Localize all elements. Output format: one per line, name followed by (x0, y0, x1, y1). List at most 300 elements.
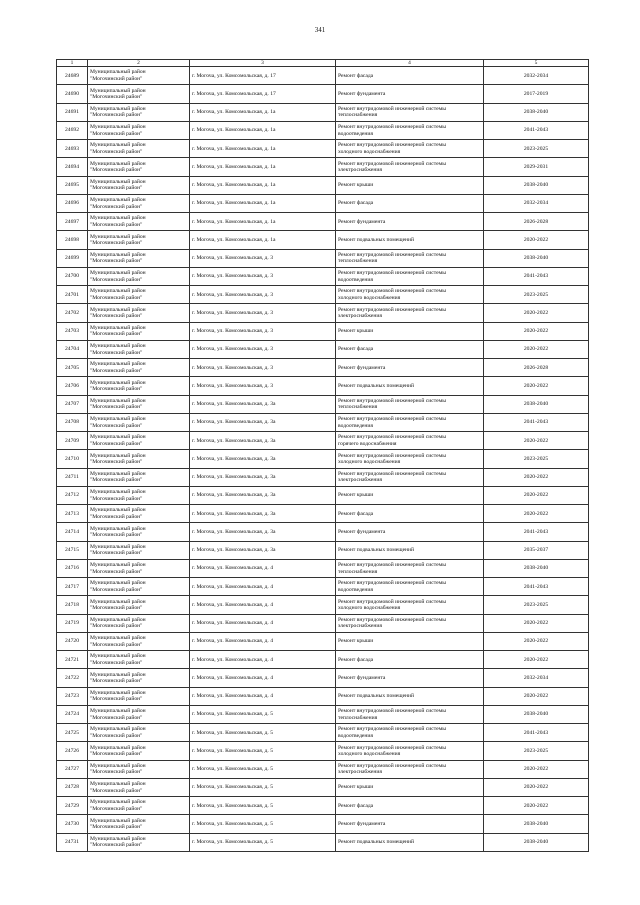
municipality-line: "Могочинский район" (90, 130, 143, 137)
address-cell: г. Могоча, ул. Комсомольская, д. 3 (190, 359, 336, 377)
work-type-line: водоотведения (338, 130, 373, 137)
municipality-line: Муниципальный район (90, 835, 146, 842)
period-cell: 2038-2040 (484, 833, 589, 851)
work-type-line: Ремонт фундамента (338, 90, 386, 97)
municipality-line: "Могочинский район" (90, 550, 143, 557)
period-cell: 2038-2040 (484, 815, 589, 833)
work-type-cell (336, 614, 484, 632)
row-number-cell: 24727 (57, 760, 88, 778)
table-row (57, 523, 589, 541)
address-cell: г. Могоча, ул. Комсомольская, д. 4 (190, 632, 336, 650)
period-cell: 2020-2022 (484, 231, 589, 249)
period-cell: 2041-2043 (484, 121, 589, 139)
column-header: 5 (484, 60, 589, 67)
table-row (57, 286, 589, 304)
work-type-line: водоотведения (338, 586, 373, 593)
work-type-line: теплоснабжения (338, 112, 378, 119)
municipality-line: Муниципальный район (90, 726, 146, 733)
table-row (57, 432, 589, 450)
work-type-line: Ремонт внутридомовой инженерной системы (338, 251, 446, 258)
municipality-line: "Могочинский район" (90, 513, 143, 520)
work-type-cell (336, 231, 484, 249)
address-cell: г. Могоча, ул. Комсомольская, д. 5 (190, 778, 336, 796)
municipality-line: Муниципальный район (90, 781, 146, 788)
table-row (57, 797, 589, 815)
work-type-line: Ремонт внутридомовой инженерной системы (338, 726, 446, 733)
row-number-cell: 24707 (57, 395, 88, 413)
address-cell: г. Могоча, ул. Комсомольская, д. 5 (190, 815, 336, 833)
period-cell: 2020-2022 (484, 797, 589, 815)
municipality-cell (88, 632, 190, 650)
row-number-cell: 24710 (57, 450, 88, 468)
work-type-line: Ремонт внутридомовой инженерной системы (338, 142, 446, 149)
period-cell: 2041-2043 (484, 413, 589, 431)
row-number-cell: 24725 (57, 724, 88, 742)
work-type-line: Ремонт внутридомовой инженерной системы (338, 105, 446, 112)
work-type-cell (336, 651, 484, 669)
row-number-cell: 24705 (57, 359, 88, 377)
address-cell: г. Могоча, ул. Комсомольская, д. 1а (190, 176, 336, 194)
municipality-line: Муниципальный район (90, 653, 146, 660)
municipality-line: "Могочинский район" (90, 714, 143, 721)
municipality-cell (88, 797, 190, 815)
row-number-cell: 24701 (57, 286, 88, 304)
work-type-line: Ремонт фундамента (338, 218, 386, 225)
municipality-line: Муниципальный район (90, 343, 146, 350)
municipality-cell (88, 705, 190, 723)
address-cell: г. Могоча, ул. Комсомольская, д. 3а (190, 523, 336, 541)
work-type-cell (336, 778, 484, 796)
municipality-cell (88, 468, 190, 486)
municipality-cell (88, 395, 190, 413)
municipality-line: "Могочинский район" (90, 477, 143, 484)
work-type-line: горячего водоснабжения (338, 440, 397, 447)
row-number-cell: 24712 (57, 486, 88, 504)
period-cell: 2041-2043 (484, 523, 589, 541)
table-body (57, 67, 589, 852)
work-type-cell (336, 359, 484, 377)
municipality-line: "Могочинский район" (90, 75, 143, 82)
table-row (57, 304, 589, 322)
period-cell: 2029-2031 (484, 158, 589, 176)
row-number-cell: 24711 (57, 468, 88, 486)
period-cell: 2038-2040 (484, 249, 589, 267)
row-number-cell: 24706 (57, 377, 88, 395)
address-cell: г. Могоча, ул. Комсомольская, д. 5 (190, 760, 336, 778)
municipality-line: "Могочинский район" (90, 805, 143, 812)
work-type-cell (336, 158, 484, 176)
municipality-cell (88, 815, 190, 833)
address-cell: г. Могоча, ул. Комсомольская, д. 4 (190, 578, 336, 596)
column-number-row (57, 60, 589, 67)
municipality-line: Муниципальный район (90, 598, 146, 605)
row-number-cell: 24722 (57, 669, 88, 687)
municipality-line: Муниципальный район (90, 397, 146, 404)
work-type-cell (336, 559, 484, 577)
period-cell: 2041-2043 (484, 578, 589, 596)
work-type-line: Ремонт внутридомовой инженерной системы (338, 708, 446, 715)
work-type-cell (336, 687, 484, 705)
municipality-line: "Могочинский район" (90, 459, 143, 466)
row-number-cell: 24695 (57, 176, 88, 194)
period-cell: 2020-2022 (484, 468, 589, 486)
address-cell: г. Могоча, ул. Комсомольская, д. 1а (190, 140, 336, 158)
work-type-cell (336, 505, 484, 523)
row-number-cell: 24708 (57, 413, 88, 431)
work-type-cell (336, 815, 484, 833)
work-type-line: теплоснабжения (338, 714, 378, 721)
address-cell: г. Могоча, ул. Комсомольская, д. 4 (190, 596, 336, 614)
address-cell: г. Могоча, ул. Комсомольская, д. 3 (190, 304, 336, 322)
work-type-line: теплоснабжения (338, 568, 378, 575)
municipality-line: Муниципальный район (90, 689, 146, 696)
address-cell: г. Могоча, ул. Комсомольская, д. 3а (190, 541, 336, 559)
work-type-line: Ремонт внутридомовой инженерной системы (338, 416, 446, 423)
work-type-line: Ремонт крыши (338, 784, 374, 791)
municipality-line: Муниципальный район (90, 452, 146, 459)
work-type-line: холодного водоснабжения (338, 294, 401, 301)
address-cell: г. Могоча, ул. Комсомольская, д. 3 (190, 286, 336, 304)
work-type-cell (336, 833, 484, 851)
period-cell: 2020-2022 (484, 687, 589, 705)
address-cell: г. Могоча, ул. Комсомольская, д. 1а (190, 213, 336, 231)
municipality-line: "Могочинский район" (90, 240, 143, 247)
period-cell: 2020-2022 (484, 632, 589, 650)
municipality-cell (88, 85, 190, 103)
municipality-line: Муниципальный район (90, 799, 146, 806)
work-type-line: Ремонт внутридомовой инженерной системы (338, 452, 446, 459)
municipality-line: "Могочинский район" (90, 349, 143, 356)
period-cell: 2023-2025 (484, 742, 589, 760)
table-row (57, 194, 589, 212)
municipality-line: "Могочинский район" (90, 404, 143, 411)
work-type-cell (336, 705, 484, 723)
work-type-line: Ремонт внутридомовой инженерной системы (338, 470, 446, 477)
address-cell: г. Могоча, ул. Комсомольская, д. 3а (190, 450, 336, 468)
address-cell: г. Могоча, ул. Комсомольская, д. 3 (190, 249, 336, 267)
row-number-cell: 24703 (57, 322, 88, 340)
municipality-line: "Могочинский район" (90, 769, 143, 776)
address-cell: г. Могоча, ул. Комсомольская, д. 5 (190, 833, 336, 851)
table-row (57, 559, 589, 577)
work-type-line: Ремонт фундамента (338, 820, 386, 827)
municipality-line: Муниципальный район (90, 197, 146, 204)
municipality-line: Муниципальный район (90, 288, 146, 295)
municipality-cell (88, 322, 190, 340)
municipality-line: Муниципальный район (90, 671, 146, 678)
row-number-cell: 24716 (57, 559, 88, 577)
municipality-line: Муниципальный район (90, 69, 146, 76)
municipality-line: Муниципальный район (90, 762, 146, 769)
row-number-cell: 24713 (57, 505, 88, 523)
municipality-line: "Могочинский район" (90, 276, 143, 283)
table-row (57, 760, 589, 778)
row-number-cell: 24726 (57, 742, 88, 760)
address-cell: г. Могоча, ул. Комсомольская, д. 4 (190, 687, 336, 705)
municipality-line: Муниципальный район (90, 124, 146, 131)
period-cell: 2038-2040 (484, 395, 589, 413)
municipality-line: "Могочинский район" (90, 167, 143, 174)
work-type-line: Ремонт внутридомовой инженерной системы (338, 616, 446, 623)
table-row (57, 395, 589, 413)
table-row (57, 578, 589, 596)
repair-schedule-table (56, 59, 589, 852)
address-cell: г. Могоча, ул. Комсомольская, д. 3а (190, 432, 336, 450)
address-cell: г. Могоча, ул. Комсомольская, д. 4 (190, 559, 336, 577)
table-row (57, 158, 589, 176)
municipality-line: Муниципальный район (90, 324, 146, 331)
municipality-line: Муниципальный район (90, 744, 146, 751)
period-cell: 2038-2040 (484, 559, 589, 577)
table-row (57, 322, 589, 340)
municipality-line: "Могочинский район" (90, 148, 143, 155)
row-number-cell: 24720 (57, 632, 88, 650)
table-row (57, 85, 589, 103)
address-cell: г. Могоча, ул. Комсомольская, д. 3 (190, 322, 336, 340)
work-type-cell (336, 322, 484, 340)
municipality-cell (88, 505, 190, 523)
municipality-cell (88, 359, 190, 377)
period-cell: 2038-2040 (484, 176, 589, 194)
municipality-line: "Могочинский район" (90, 185, 143, 192)
period-cell: 2026-2028 (484, 359, 589, 377)
period-cell: 2020-2022 (484, 505, 589, 523)
municipality-line: "Могочинский район" (90, 313, 143, 320)
municipality-line: "Могочинский район" (90, 696, 143, 703)
address-cell: г. Могоча, ул. Комсомольская, д. 3а (190, 486, 336, 504)
work-type-line: электроснабжения (338, 477, 382, 484)
municipality-line: Муниципальный район (90, 233, 146, 240)
municipality-cell (88, 669, 190, 687)
work-type-cell (336, 541, 484, 559)
address-cell: г. Могоча, ул. Комсомольская, д. 4 (190, 614, 336, 632)
period-cell: 2023-2025 (484, 596, 589, 614)
period-cell: 2020-2022 (484, 377, 589, 395)
table-row (57, 815, 589, 833)
address-cell: г. Могоча, ул. Комсомольская, д. 5 (190, 724, 336, 742)
period-cell: 2020-2022 (484, 432, 589, 450)
table-row (57, 413, 589, 431)
work-type-line: холодного водоснабжения (338, 459, 401, 466)
municipality-line: "Могочинский район" (90, 94, 143, 101)
work-type-line: Ремонт фасада (338, 802, 374, 809)
work-type-line: Ремонт внутридомовой инженерной системы (338, 397, 446, 404)
row-number-cell: 24699 (57, 249, 88, 267)
work-type-cell (336, 67, 484, 85)
address-cell: г. Могоча, ул. Комсомольская, д. 5 (190, 742, 336, 760)
address-cell: г. Могоча, ул. Комсомольская, д. 1а (190, 121, 336, 139)
period-cell: 2026-2028 (484, 213, 589, 231)
address-cell: г. Могоча, ул. Комсомольская, д. 3 (190, 377, 336, 395)
municipality-line: "Могочинский район" (90, 203, 143, 210)
period-cell: 2020-2022 (484, 614, 589, 632)
work-type-line: Ремонт фундамента (338, 364, 386, 371)
address-cell: г. Могоча, ул. Комсомольская, д. 3а (190, 413, 336, 431)
address-cell: г. Могоча, ул. Комсомольская, д. 3 (190, 267, 336, 285)
municipality-line: Муниципальный район (90, 489, 146, 496)
municipality-line: Муниципальный район (90, 580, 146, 587)
work-type-cell (336, 194, 484, 212)
address-cell: г. Могоча, ул. Комсомольская, д. 17 (190, 67, 336, 85)
work-type-line: Ремонт фасада (338, 346, 374, 353)
address-cell: г. Могоча, ул. Комсомольская, д. 17 (190, 85, 336, 103)
municipality-cell (88, 286, 190, 304)
work-type-line: Ремонт внутридомовой инженерной системы (338, 562, 446, 569)
work-type-cell (336, 760, 484, 778)
municipality-line: "Могочинский район" (90, 331, 143, 338)
row-number-cell: 24730 (57, 815, 88, 833)
municipality-cell (88, 450, 190, 468)
municipality-cell (88, 194, 190, 212)
work-type-line: Ремонт фасада (338, 72, 374, 79)
municipality-line: Муниципальный район (90, 416, 146, 423)
work-type-line: электроснабжения (338, 313, 382, 320)
row-number-cell: 24717 (57, 578, 88, 596)
municipality-line: "Могочинский район" (90, 586, 143, 593)
table-row (57, 340, 589, 358)
municipality-line: Муниципальный район (90, 142, 146, 149)
table-row (57, 140, 589, 158)
row-number-cell: 24709 (57, 432, 88, 450)
row-number-cell: 24729 (57, 797, 88, 815)
period-cell: 2041-2043 (484, 724, 589, 742)
table-row (57, 486, 589, 504)
municipality-cell (88, 158, 190, 176)
municipality-line: "Могочинский район" (90, 751, 143, 758)
municipality-cell (88, 432, 190, 450)
municipality-line: "Могочинский район" (90, 440, 143, 447)
row-number-cell: 24718 (57, 596, 88, 614)
period-cell: 2035-2037 (484, 541, 589, 559)
municipality-line: Муниципальный район (90, 361, 146, 368)
municipality-cell (88, 213, 190, 231)
work-type-line: Ремонт подвальных помещений (338, 693, 415, 700)
work-type-cell (336, 140, 484, 158)
work-type-cell (336, 103, 484, 121)
table-row (57, 359, 589, 377)
table-row (57, 669, 589, 687)
municipality-line: Муниципальный район (90, 87, 146, 94)
table-row (57, 377, 589, 395)
table-row (57, 687, 589, 705)
municipality-line: "Могочинский район" (90, 258, 143, 265)
municipality-cell (88, 103, 190, 121)
municipality-cell (88, 140, 190, 158)
municipality-line: "Могочинский район" (90, 732, 143, 739)
municipality-line: Муниципальный район (90, 160, 146, 167)
work-type-line: Ремонт фасада (338, 200, 374, 207)
row-number-cell: 24692 (57, 121, 88, 139)
address-cell: г. Могоча, ул. Комсомольская, д. 3а (190, 395, 336, 413)
row-number-cell: 24697 (57, 213, 88, 231)
work-type-line: Ремонт внутридомовой инженерной системы (338, 762, 446, 769)
municipality-line: "Могочинский район" (90, 495, 143, 502)
table-row (57, 213, 589, 231)
address-cell: г. Могоча, ул. Комсомольская, д. 5 (190, 797, 336, 815)
municipality-cell (88, 742, 190, 760)
municipality-line: Муниципальный район (90, 543, 146, 550)
period-cell: 2020-2022 (484, 322, 589, 340)
municipality-cell (88, 778, 190, 796)
period-cell: 2023-2025 (484, 450, 589, 468)
table-row (57, 614, 589, 632)
table-row (57, 632, 589, 650)
table-row (57, 778, 589, 796)
period-cell: 2020-2022 (484, 340, 589, 358)
municipality-line: "Могочинский район" (90, 221, 143, 228)
work-type-line: Ремонт внутридомовой инженерной системы (338, 288, 446, 295)
municipality-line: Муниципальный район (90, 616, 146, 623)
municipality-line: "Могочинский район" (90, 787, 143, 794)
table-row (57, 249, 589, 267)
table-row (57, 267, 589, 285)
row-number-cell: 24714 (57, 523, 88, 541)
work-type-line: водоотведения (338, 276, 373, 283)
work-type-line: Ремонт подвальных помещений (338, 382, 415, 389)
municipality-line: Муниципальный район (90, 817, 146, 824)
period-cell: 2020-2022 (484, 760, 589, 778)
municipality-line: "Могочинский район" (90, 678, 143, 685)
work-type-cell (336, 395, 484, 413)
work-type-line: холодного водоснабжения (338, 605, 401, 612)
municipality-line: Муниципальный район (90, 525, 146, 532)
municipality-line: Муниципальный район (90, 251, 146, 258)
work-type-line: Ремонт крыши (338, 638, 374, 645)
municipality-line: Муниципальный район (90, 507, 146, 514)
address-cell: г. Могоча, ул. Комсомольская, д. 3а (190, 468, 336, 486)
work-type-line: водоотведения (338, 732, 373, 739)
row-number-cell: 24723 (57, 687, 88, 705)
municipality-line: "Могочинский район" (90, 532, 143, 539)
work-type-cell (336, 724, 484, 742)
work-type-cell (336, 304, 484, 322)
row-number-cell: 24696 (57, 194, 88, 212)
work-type-cell (336, 669, 484, 687)
municipality-line: "Могочинский район" (90, 641, 143, 648)
row-number-cell: 24693 (57, 140, 88, 158)
municipality-line: "Могочинский район" (90, 605, 143, 612)
municipality-cell (88, 687, 190, 705)
municipality-line: Муниципальный район (90, 635, 146, 642)
work-type-line: Ремонт фундамента (338, 674, 386, 681)
address-cell: г. Могоча, ул. Комсомольская, д. 1а (190, 103, 336, 121)
work-type-line: Ремонт подвальных помещений (338, 547, 415, 554)
work-type-line: холодного водоснабжения (338, 751, 401, 758)
address-cell: г. Могоча, ул. Комсомольская, д. 1а (190, 231, 336, 249)
period-cell: 2020-2022 (484, 304, 589, 322)
work-type-line: электроснабжения (338, 769, 382, 776)
municipality-cell (88, 267, 190, 285)
table-row (57, 176, 589, 194)
address-cell: г. Могоча, ул. Комсомольская, д. 4 (190, 651, 336, 669)
row-number-cell: 24721 (57, 651, 88, 669)
municipality-line: Муниципальный район (90, 105, 146, 112)
work-type-cell (336, 797, 484, 815)
row-number-cell: 24700 (57, 267, 88, 285)
work-type-line: Ремонт внутридомовой инженерной системы (338, 598, 446, 605)
work-type-cell (336, 85, 484, 103)
municipality-line: "Могочинский район" (90, 112, 143, 119)
work-type-line: теплоснабжения (338, 404, 378, 411)
work-type-line: Ремонт внутридомовой инженерной системы (338, 160, 446, 167)
municipality-line: "Могочинский район" (90, 568, 143, 575)
work-type-line: Ремонт крыши (338, 492, 374, 499)
municipality-cell (88, 760, 190, 778)
municipality-cell (88, 377, 190, 395)
table-row (57, 67, 589, 85)
row-number-cell: 24702 (57, 304, 88, 322)
municipality-cell (88, 614, 190, 632)
